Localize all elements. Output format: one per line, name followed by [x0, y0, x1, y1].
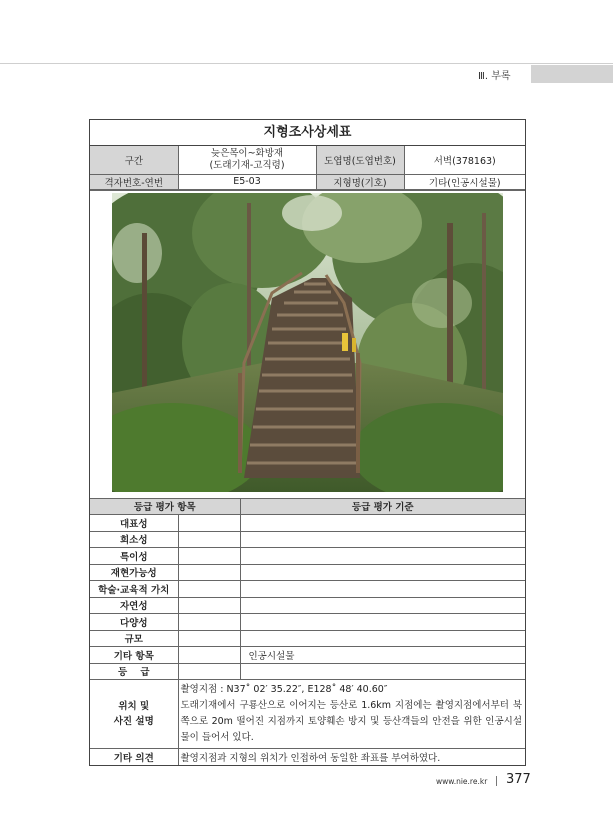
row-value — [178, 647, 240, 664]
location-text: 도래기재에서 구룡산으로 이어지는 등산로 1.6km 지점에는 촬영지점에서부터 북쪽으로 20m 떨어진 지점까지 토양훼손 방지 및 등산객들의 안전을 위한 인공시설물이 들어서 있다. — [180, 700, 522, 743]
table-row — [90, 630, 525, 647]
footer-divider — [496, 776, 497, 786]
location-label — [90, 680, 178, 749]
row-value — [178, 581, 240, 598]
row-value — [178, 630, 240, 647]
row-label: 특이성 — [90, 548, 178, 565]
row-criteria — [240, 663, 525, 680]
row-criteria: 인공시설물 — [240, 647, 525, 664]
landform-label-cell: 지형명(기호) — [316, 174, 404, 189]
row-criteria — [240, 581, 525, 598]
location-row — [90, 680, 525, 749]
row-criteria — [240, 515, 525, 532]
row-criteria — [240, 630, 525, 647]
grade-table — [90, 499, 525, 765]
grid-value-cell: E5-03 — [178, 174, 316, 189]
row-label: 재현가능성 — [90, 564, 178, 581]
row-value — [178, 515, 240, 532]
section-value-line1: 늦은목이~화방재 — [210, 147, 284, 159]
row-label: 등 급 — [90, 663, 178, 680]
table-row — [90, 531, 525, 548]
landform-value-cell: 기타(인공시설물) — [404, 174, 525, 189]
info-table — [90, 146, 525, 190]
row-label: 대표성 — [90, 515, 178, 532]
grade-criteria-header: 등급 평가 기준 — [240, 499, 525, 515]
header-rule — [0, 63, 613, 64]
section-tab-bar — [531, 65, 613, 83]
survey-sheet — [89, 119, 526, 766]
grade-item-header: 등급 평가 항목 — [90, 499, 240, 515]
row-criteria — [240, 531, 525, 548]
table-row — [90, 581, 525, 598]
mapname-label-cell: 도엽명(도엽번호) — [316, 146, 404, 174]
location-description — [178, 680, 525, 749]
table-row — [90, 647, 525, 664]
row-label: 학술·교육적 가치 — [90, 581, 178, 598]
row-label: 자연성 — [90, 597, 178, 614]
row-criteria — [240, 548, 525, 565]
table-row — [90, 663, 525, 680]
other-row — [90, 749, 525, 765]
table-row — [90, 548, 525, 565]
row-criteria — [240, 614, 525, 631]
row-label: 희소성 — [90, 531, 178, 548]
row-value — [178, 548, 240, 565]
photo-cell — [90, 190, 525, 499]
other-label: 기타 의견 — [90, 749, 178, 765]
row-value — [178, 564, 240, 581]
grid-label-cell: 격자번호-연번 — [90, 174, 178, 189]
sheet-title: 지형조사상세표 — [90, 120, 525, 146]
site-photo — [112, 193, 503, 492]
table-row — [90, 515, 525, 532]
row-value — [178, 531, 240, 548]
coordinates-text: 촬영지점 : N37˚ 02′ 35.22″, E128˚ 48′ 40.60″ — [180, 684, 388, 695]
section-label-cell: 구간 — [90, 146, 178, 174]
other-text: 촬영지점과 지형의 위치가 인접하여 동일한 좌표를 부여하였다. — [178, 749, 525, 765]
page-number: 377 — [506, 772, 531, 787]
mapname-value-cell: 서벽(378163) — [404, 146, 525, 174]
table-row — [90, 564, 525, 581]
footer-url: www.nie.re.kr — [436, 777, 488, 786]
row-label: 기타 항목 — [90, 647, 178, 664]
row-criteria — [240, 564, 525, 581]
row-label: 규모 — [90, 630, 178, 647]
location-label-line2: 사진 설명 — [113, 716, 154, 727]
table-row — [90, 614, 525, 631]
location-label-line1: 위치 및 — [118, 701, 150, 712]
row-value — [178, 597, 240, 614]
row-label: 다양성 — [90, 614, 178, 631]
section-label: Ⅲ. 부록 — [478, 71, 511, 82]
table-row — [90, 597, 525, 614]
section-value-cell — [178, 146, 316, 174]
row-value — [178, 614, 240, 631]
row-value — [178, 663, 240, 680]
section-value-line2: (도래기재-고직령) — [209, 159, 285, 171]
row-criteria — [240, 597, 525, 614]
